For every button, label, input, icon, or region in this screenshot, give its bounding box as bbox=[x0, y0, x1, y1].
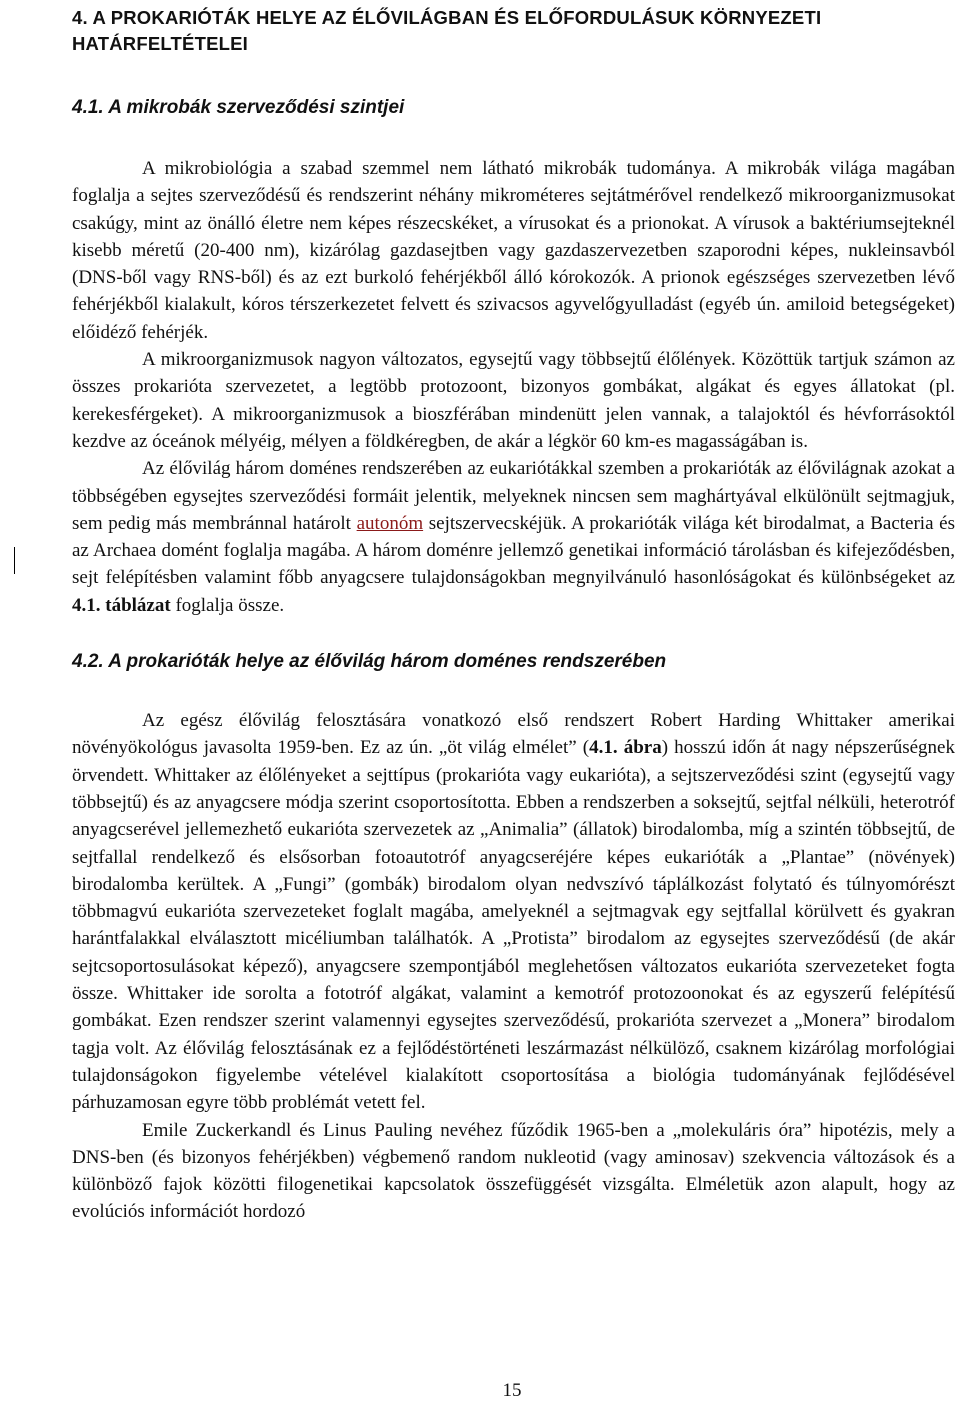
figure-reference: 4.1. ábra bbox=[589, 737, 662, 759]
document-page bbox=[72, 0, 955, 1226]
autonom-link[interactable]: autonóm bbox=[356, 512, 424, 534]
paragraph-microorganisms: A mikroorganizmusok nagyon változatos, egysejtű vagy többsejtű élőlények. Közöttük tartjuk számon az összes prokarióta szervezetet, a legtöbb protozoont, bizonyos gombákat, algákat és egyes állatokat (pl. kerekesférgeket). A mikroorganizmusok a bioszférában mindenütt jelen vannak, a talajoktól és hévforrásoktól kezdve az óceánok mélyéig, mélyen a földkéregben, de akár a légkör 60 km-es magasságában is. bbox=[72, 349, 955, 452]
revision-change-bar bbox=[14, 547, 15, 574]
paragraph-three-domains bbox=[72, 455, 955, 619]
section-title-4-1: 4.1. A mikrobák szerveződési szintjei bbox=[72, 97, 405, 118]
page-number: 15 bbox=[502, 1380, 522, 1401]
paragraph-text: sejtszervecskéjük. A prokarióták világa két birodalmat, a Bacteria és az Archaea domént foglalja magába. A három doménre jellemző genetikai információ tárolásban és kifejeződésben, sejt felépítésben valamint főbb anyagcsere tulajdonságokban megnyilvánuló hasonlóságokat és különbségeket az bbox=[72, 512, 955, 589]
paragraph-microbiology-intro: A mikrobiológia a szabad szemmel nem látható mikrobák tudománya. A mikrobák világa magában foglalja a sejtes szerveződésű és rendszerint néhány mikrométeres sejtátmérővel rendelkező mikroorganizmusokat csakúgy, mint az önálló életre nem képes részecskéket, a vírusokat és a prionokat. A vírusok a baktériumsejteknél kisebb méretű (20-400 nm), kizárólag gazdasejtben vagy gazdaszervezetben szaporodni képes, nukleinsavból (DNS-ből vagy RNS-ből) és az ezt burkoló fehérjékből álló kórokozók. A prionok egészséges szervezetben lévő fehérjékből kialakult, kóros térszerkezetet felvett és szivacsos agyvelőgyulladást (egyéb ún. amiloid betegségeket) előidéző fehérjék. bbox=[72, 158, 955, 343]
section-title-4-2: 4.2. A prokarióták helye az élővilág három doménes rendszerében bbox=[72, 651, 667, 673]
paragraph-molecular-clock: Emile Zuckerkandl és Linus Pauling nevéhez fűződik 1965-ben a „molekuláris óra” hipotézis, mely a DNS-ben (és bizonyos fehérjékben) végbemenő random nukleotid (vagy aminosav) szekvencia változások és a különböző fajok közötti filogenetikai kapcsolatok összefüggését vizsgálta. Elméletük azon alapult, hogy az evolúciós információt hordozó bbox=[72, 1119, 955, 1223]
paragraph-text: foglalja össze. bbox=[170, 594, 285, 616]
chapter-title: 4. A PROKARIÓTÁK HELYE AZ ÉLŐVILÁGBAN ÉS ELŐFORDULÁSUK KÖRNYEZETI HATÁRFELTÉTELEI bbox=[72, 7, 822, 54]
paragraph-text: Az egész élővilág felosztására vonatkozó első rendszert Robert Harding Whittaker amerikai növényökológus javasolta 1959-ben. Ez az ún. „öt világ elmélet” ( bbox=[72, 710, 955, 759]
table-reference: 4.1. táblázat bbox=[72, 594, 171, 616]
paragraph-text: ) hosszú időn át nagy népszerűségnek örvendett. Whittaker az élőlényeket a sejttípus (prokarióta vagy eukarióta), a sejtszerveződési szint (egysejtű vagy többsejtű) és az anyagcsere módja szerint csoportosította. Ebben a rendszerben a soksejtű, sejtfal nélküli, heterotróf anyagcserével jellemezhető eukarióta szervezetek az „Animalia” (állatok) birodalomba, míg a szintén többsejtű, de sejtfallal rendelkező és elsősorban fotoautotróf anyagcseréjére képes eukarióták a „Plantae” (növények) birodalomba kerültek. A „Fungi” (gombák) birodalom olyan nedvszívó táplálkozást folytató és túlnyomórészt többmagvú eukarióta szervezeteket foglalt magába, amelyeknél a sejtmagvak egy sejtfallal körülvett és gyakran harántfalakkal elválasztott micéliumban találhatók. A „Protista” birodalom az egysejtes szerveződésű (de akár sejtcsoportosulásokat képező), anyagcsere szempontjából meglehetősen változatos eukarióta szervezeteket fogta össze. Whittaker ide sorolta a fototróf algákat, valamint a kemotróf protozoonokat és az egyszerű felépítésű gombákat. Ezen rendszer szerint valamennyi egysejtes szerveződésű, prokarióta szervezet a „Monera” birodalom tagja volt. Az élővilág felosztásának ez a fejlődéstörténeti leszármazást nélkülöző, csaknem kizárólag morfológiai tulajdonságokon figyelembe vételével kialakított csoportosítása a biológia tudományának fejlődésével párhuzamosan egyre több problémát vetett fel. bbox=[72, 737, 955, 1114]
paragraph-text: Az élővilág három doménes rendszerében az eukariótákkal szemben a prokarióták az élővilágnak azokat a többségében egysejtes szerveződési formáit jelentik, melyeknek nincsen sem maghártyával elkülönült sejtmagjuk, sem pedig más membránnal határolt bbox=[72, 458, 955, 534]
paragraph-whittaker bbox=[72, 707, 955, 1116]
